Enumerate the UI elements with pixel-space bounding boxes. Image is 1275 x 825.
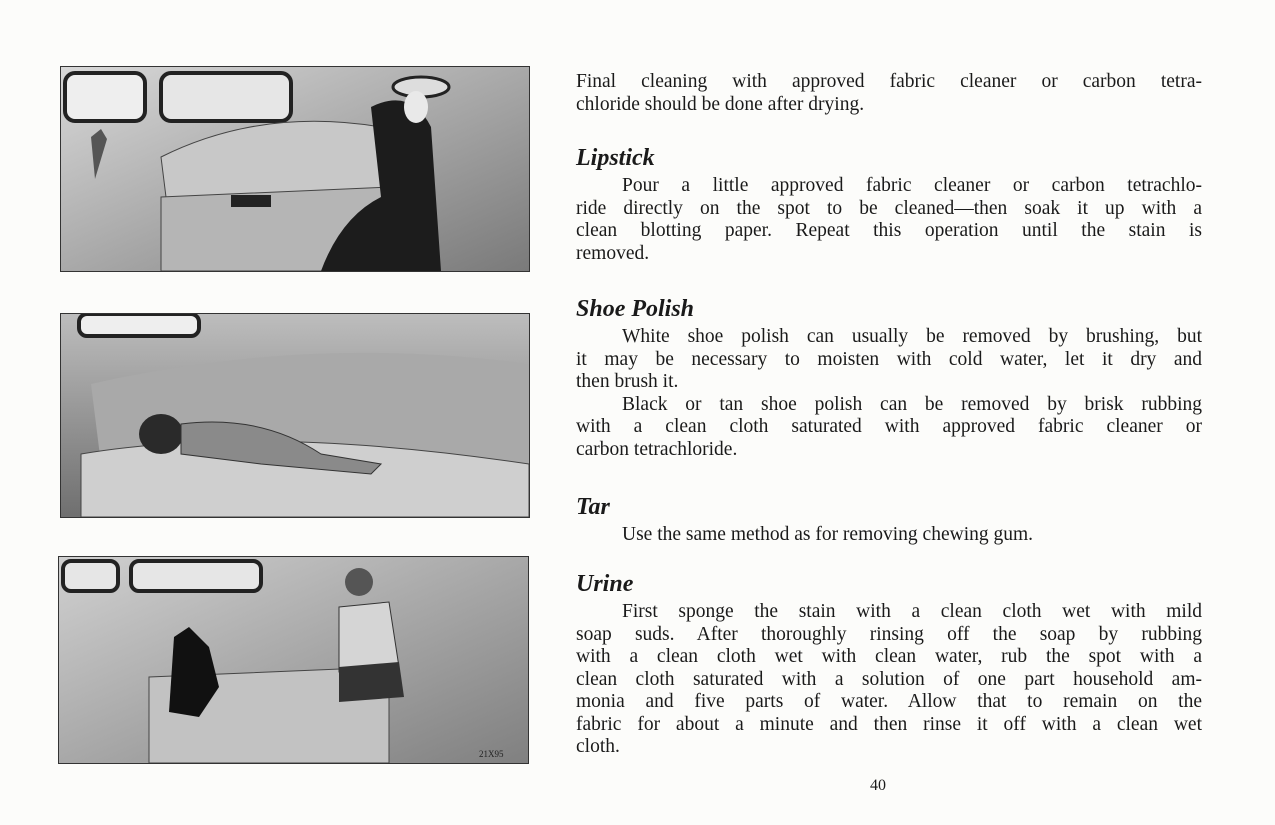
- text-line: removed.: [576, 242, 650, 264]
- section-heading: Tar: [576, 494, 610, 520]
- illustration-sleeping-girl: [60, 313, 530, 518]
- text-line: monia and five parts of water. Allow that to remain on the: [576, 691, 1202, 712]
- paragraph: [576, 326, 1202, 394]
- text-line: Black or tan shoe polish can be removed by brisk rubbing: [622, 393, 1202, 415]
- text-line: Use the same method as for removing chewing gum.: [622, 524, 1034, 545]
- paragraph: [576, 601, 1202, 759]
- text-line: White shoe polish can usually be removed by brushing, but: [622, 326, 1202, 347]
- section-heading: Lipstick: [576, 145, 655, 171]
- text-line: clean cloth saturated with a solution of one part household am-: [576, 668, 1202, 690]
- page-number: 40: [870, 777, 886, 794]
- text-line: it may be necessary to moisten with cold water, let it dry and: [576, 348, 1202, 370]
- text-line: with a clean cloth wet with clean water, rub the spot with a: [576, 646, 1202, 667]
- text-line: fabric for about a minute and then rinse it off with a clean wet: [576, 713, 1202, 735]
- section-lipstick: [576, 145, 1202, 265]
- text-line: then brush it.: [576, 371, 679, 392]
- text-line: Pour a little approved fabric cleaner or carbon tetrachlo-: [622, 175, 1202, 196]
- illustration-caption: 21X95: [479, 749, 504, 759]
- paragraph: [576, 175, 1202, 265]
- section-shoe-polish: [576, 296, 1202, 461]
- section-heading: Shoe Polish: [576, 296, 695, 322]
- section-heading: Urine: [576, 571, 634, 597]
- section-tar: [576, 494, 1202, 547]
- text-line: soap suds. After thoroughly rinsing off the soap by rubbing: [576, 623, 1202, 645]
- paragraph: [576, 394, 1202, 462]
- section-urine: [576, 571, 1202, 759]
- paragraph: [576, 524, 1202, 547]
- text-line: chloride should be done after drying.: [576, 93, 865, 115]
- text-line: cloth.: [576, 736, 620, 757]
- intro-paragraph: [576, 71, 1202, 116]
- text-line: with a clean cloth saturated with approved fabric cleaner or: [576, 416, 1202, 437]
- text-line: First sponge the stain with a clean cloth wet with mild: [622, 601, 1202, 622]
- text-line: clean blotting paper. Repeat this operation until the stain is: [576, 220, 1202, 241]
- text-line: carbon tetrachloride.: [576, 438, 738, 460]
- text-line: Final cleaning with approved fabric cleaner or carbon tetra-: [576, 71, 1202, 92]
- text-line: ride directly on the spot to be cleaned—then soak it up with a: [576, 197, 1202, 219]
- illustration-woman-lipstick: [60, 66, 530, 272]
- illustration-boy-and-dog: [58, 556, 529, 764]
